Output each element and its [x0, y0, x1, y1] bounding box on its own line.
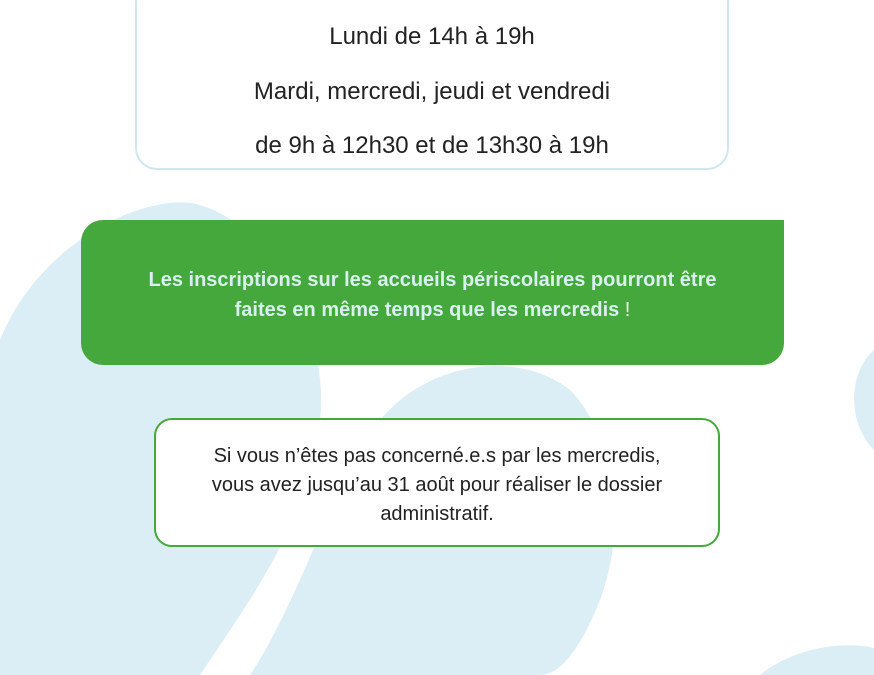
opening-hours-card [135, 0, 729, 170]
registration-banner-text [81, 265, 784, 325]
registration-banner [81, 220, 784, 365]
banner-exclamation: ! [619, 299, 631, 321]
banner-line-2: faites en même temps que les mercredis [234, 299, 620, 321]
hours-weekday-times: de 9h à 12h30 et de 13h30 à 19h [255, 132, 609, 159]
bg-blob-bottom-right [760, 645, 874, 675]
deadline-notice-card [154, 418, 720, 547]
hours-monday: Lundi de 14h à 19h [329, 23, 535, 50]
deadline-notice-text [156, 442, 718, 529]
notice-line-2: vous avez jusqu’au 31 août pour réaliser le dossier [211, 474, 663, 496]
notice-line-1: Si vous n’êtes pas concerné.e.s par les mercredis, [213, 445, 661, 467]
bg-blob-right-edge [854, 350, 874, 450]
notice-line-3: administratif. [380, 503, 494, 525]
hours-weekdays: Mardi, mercredi, jeudi et vendredi [253, 78, 611, 105]
banner-line-1: Les inscriptions sur les accueils périscolaires pourront être [148, 269, 717, 291]
